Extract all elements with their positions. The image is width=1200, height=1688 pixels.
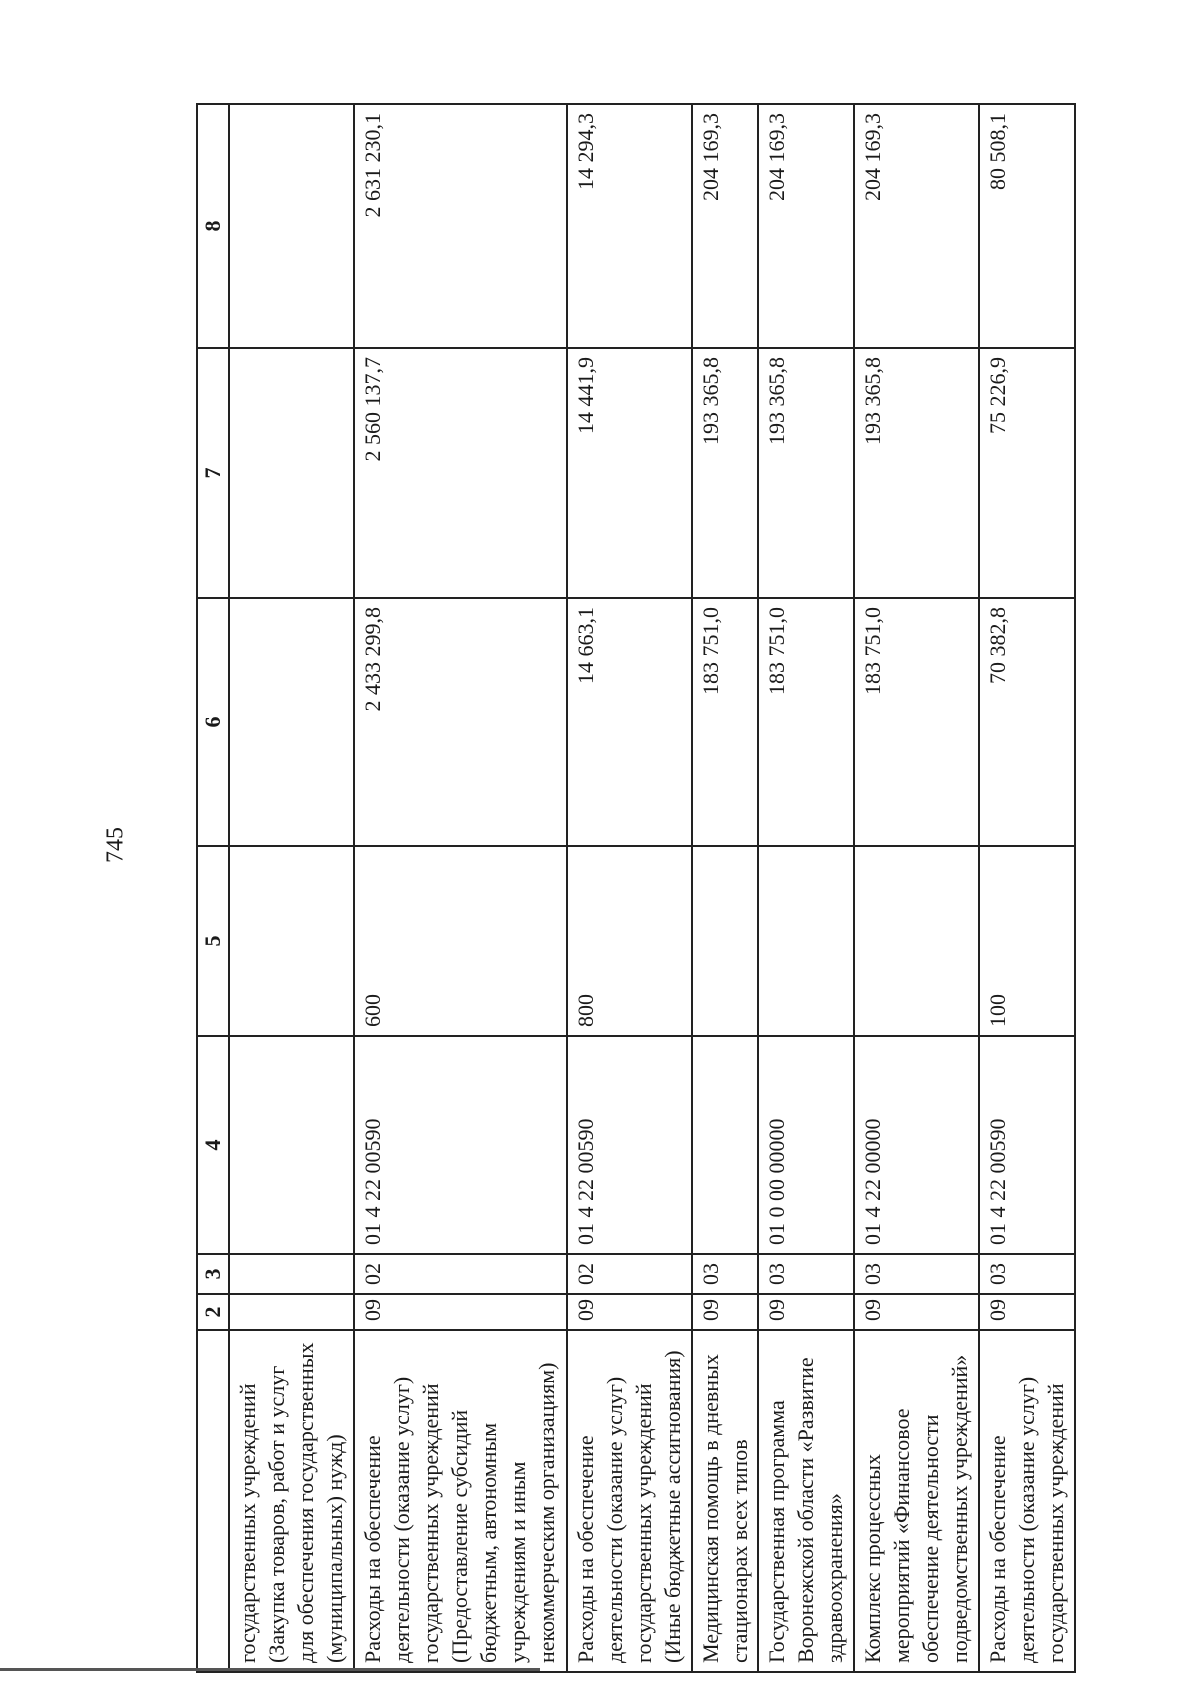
- cell-c4: [692, 1036, 759, 1254]
- table-row: [979, 104, 1075, 1672]
- row-name: государственных учреждений (Закупка товаров, работ и услуг для обеспечения государственных (муниципальных) нужд): [229, 1330, 354, 1672]
- cell-c4: 01 0 00 00000: [758, 1036, 854, 1254]
- cell-c8: 80 508,1: [979, 104, 1075, 348]
- cell-c2: 09: [758, 1294, 854, 1330]
- cell-c7: 193 365,8: [758, 348, 854, 598]
- cell-c8: 14 294,3: [567, 104, 692, 348]
- cell-c7: 75 226,9: [979, 348, 1075, 598]
- cell-c4: 01 4 22 00000: [854, 1036, 979, 1254]
- cell-c4: 01 4 22 00590: [567, 1036, 692, 1254]
- col-header-8: 8: [197, 104, 229, 348]
- cell-c8: 204 169,3: [758, 104, 854, 348]
- table-row: [354, 104, 567, 1672]
- cell-c3: 02: [567, 1254, 692, 1294]
- cell-c2: 09: [854, 1294, 979, 1330]
- page-number-wrapper: [96, 825, 136, 865]
- table-row: [758, 104, 854, 1672]
- table-row: [692, 104, 759, 1672]
- rotated-sheet: [196, 105, 1076, 1673]
- cell-c5: [758, 846, 854, 1036]
- table-row: [567, 104, 692, 1672]
- cell-c7: 2 560 137,7: [354, 348, 567, 598]
- cell-c5: [854, 846, 979, 1036]
- cell-c6: 183 751,0: [854, 598, 979, 846]
- row-name: Расходы на обеспечение деятельности (оказание услуг) государственных учреждений (Иные бюджетные ассигнования): [567, 1330, 692, 1672]
- cell-c3: 03: [758, 1254, 854, 1294]
- row-name: Государственная программа Воронежской области «Развитие здравоохранения»: [758, 1330, 854, 1672]
- cell-c3: 02: [354, 1254, 567, 1294]
- cell-c5: [692, 846, 759, 1036]
- col-header-3: 3: [197, 1254, 229, 1294]
- cell-c2: [229, 1294, 354, 1330]
- col-header-2: 2: [197, 1294, 229, 1330]
- col-header-5: 5: [197, 846, 229, 1036]
- cell-c6: 70 382,8: [979, 598, 1075, 846]
- table-row: [229, 104, 354, 1672]
- cell-c5: 800: [567, 846, 692, 1036]
- cell-c5: 600: [354, 846, 567, 1036]
- col-header-6: 6: [197, 598, 229, 846]
- cell-c7: 193 365,8: [692, 348, 759, 598]
- cell-c3: 03: [979, 1254, 1075, 1294]
- cell-c4: 01 4 22 00590: [979, 1036, 1075, 1254]
- cell-c3: [229, 1254, 354, 1294]
- cell-c2: 09: [979, 1294, 1075, 1330]
- cell-c3: 03: [854, 1254, 979, 1294]
- row-name: Расходы на обеспечение деятельности (оказание услуг) государственных учреждений (Предоставление субсидий бюджетным, автономным учреждениям и иным некоммерческим организациям): [354, 1330, 567, 1672]
- cell-c5: [229, 846, 354, 1036]
- bottom-rule: [0, 1668, 540, 1671]
- cell-c6: 183 751,0: [758, 598, 854, 846]
- cell-c2: 09: [354, 1294, 567, 1330]
- col-header-7: 7: [197, 348, 229, 598]
- page-number: 745: [102, 827, 129, 863]
- table-row: [854, 104, 979, 1672]
- row-name: Комплекс процессных мероприятий «Финансовое обеспечение деятельности подведомственных учреждений»: [854, 1330, 979, 1672]
- cell-c6: 2 433 299,8: [354, 598, 567, 846]
- cell-c6: 14 663,1: [567, 598, 692, 846]
- cell-c7: 14 441,9: [567, 348, 692, 598]
- cell-c4: 01 4 22 00590: [354, 1036, 567, 1254]
- col-header-1: [197, 1330, 229, 1672]
- cell-c8: 204 169,3: [854, 104, 979, 348]
- cell-c8: [229, 104, 354, 348]
- cell-c6: 183 751,0: [692, 598, 759, 846]
- header-row: [197, 104, 229, 1672]
- cell-c8: 2 631 230,1: [354, 104, 567, 348]
- cell-c6: [229, 598, 354, 846]
- cell-c8: 204 169,3: [692, 104, 759, 348]
- cell-c4: [229, 1036, 354, 1254]
- cell-c2: 09: [567, 1294, 692, 1330]
- row-name: Медицинская помощь в дневных стационарах всех типов: [692, 1330, 759, 1672]
- cell-c3: 03: [692, 1254, 759, 1294]
- budget-table: [196, 103, 1076, 1673]
- row-name: Расходы на обеспечение деятельности (оказание услуг) государственных учреждений: [979, 1330, 1075, 1672]
- col-header-4: 4: [197, 1036, 229, 1254]
- cell-c5: 100: [979, 846, 1075, 1036]
- cell-c7: 193 365,8: [854, 348, 979, 598]
- cell-c7: [229, 348, 354, 598]
- cell-c2: 09: [692, 1294, 759, 1330]
